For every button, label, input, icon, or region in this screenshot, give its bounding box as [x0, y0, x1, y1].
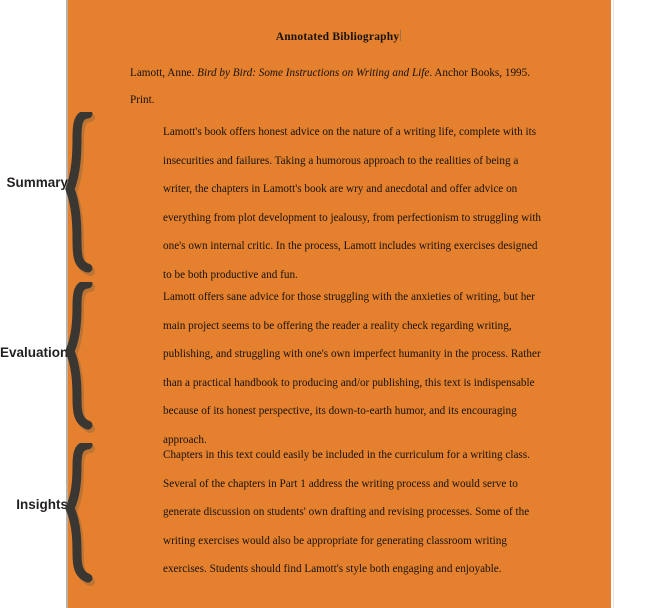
- citation-work-title: Bird by Bird: Some Instructions on Writing and Life: [197, 67, 430, 79]
- text-cursor: [400, 30, 401, 41]
- annotation-label-insights: Insights: [16, 497, 68, 512]
- citation-line-2: [130, 87, 550, 114]
- citation-line-1: [130, 60, 550, 87]
- paragraph-evaluation: Lamott offers sane advice for those struggling with the anxieties of writing, but her main project seems to be offering the reader a reality check regarding writing, publishing, and struggling with one's own imperfect humanity in the process. Rather than a practical handbook to producing and/or publishing, this text is indispensable because of its honest perspective, its down-to-earth humor, and its encouraging approach.: [163, 291, 541, 446]
- document-right-edge: [613, 0, 614, 608]
- curly-brace-summary-icon: [64, 112, 104, 280]
- citation-medium: Print.: [130, 94, 155, 106]
- annotation-label-evaluation: Evaluation: [0, 345, 69, 360]
- citation-publisher: . Anchor Books, 1995.: [429, 67, 531, 79]
- paragraph-summary: Lamott's book offers honest advice on the nature of a writing life, complete with its insecurities and failures. Taking a humorous approach to the realities of being a writer, the chapters in Lamott's book are wry and anecdotal and offer advice on everything from plot development to jealousy, from perfectionism to struggling with one's own internal critic. In the process, Lamott includes writing exercises designed to be both productive and fun.: [163, 126, 542, 281]
- paragraph-insights: Chapters in this text could easily be included in the curriculum for a writing class. Several of the chapters in Part 1 address the writing process and would serve to generate discussion on students' own drafting and revising processes. Some of the writing exercises would also be appropriate for generating classroom writing exercises. Students should find Lamott's style both engaging and enjoyable.: [163, 449, 530, 575]
- curly-brace-insights-icon: [64, 443, 104, 586]
- page-title-text: Annotated Bibliography: [275, 31, 400, 43]
- citation-author: Lamott, Anne.: [130, 67, 195, 79]
- page-title: [66, 30, 611, 43]
- annotation-label-summary: Summary: [6, 175, 68, 190]
- curly-brace-evaluation-icon: [64, 282, 104, 434]
